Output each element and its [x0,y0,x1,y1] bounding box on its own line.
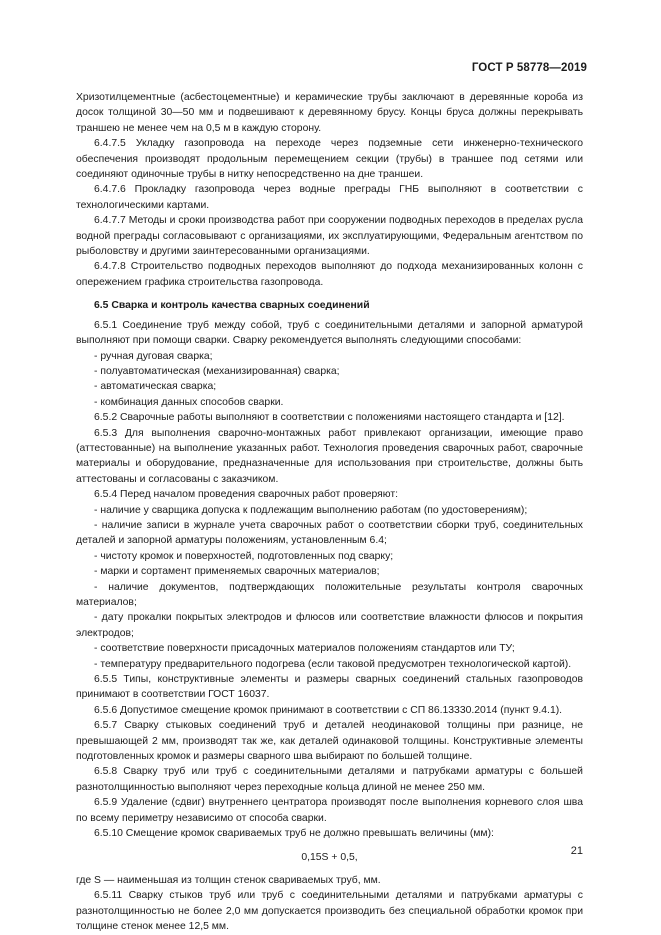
formula-explanation: где S — наименьшая из толщин стенок свариваемых труб, мм. [76,874,381,886]
page-number: 21 [570,845,583,857]
list-item: - марки и сортамент применяемых сварочных материалов; [94,566,380,578]
list-item: - температуру предварительного подогрева (если таковой предусмотрен технологической картой). [94,658,572,670]
paragraph: 6.5.7 Сварку стыковых соединений труб и деталей неодинаковой толщины при разнице, не превышающей 2 мм, производят так же, как деталей одинаковой толщины. Конструктивные элементы подготовленных кромок и размеры сварного шва выбирают по большей толщине. [76,720,583,763]
paragraph: 6.5.10 Смещение кромок свариваемых труб не должно превышать величины (мм): [94,828,494,840]
list-item: - наличие у сварщика допуска к подлежащим выполнению работам (по удостоверениям); [94,504,528,516]
list-item: - комбинация данных способов сварки. [94,396,284,408]
paragraph: 6.4.7.7 Методы и сроки производства работ при сооружении подводных переходов в пределах русла водной преграды согласовывают с организациями, их эксплуатирующими, Федеральным агентством по рыболовству и другими заинтересованными организациями. [76,215,583,258]
paragraph: 6.5.6 Допустимое смещение кромок принимают в соответствии с СП 86.13330.2014 (пункт 9.4.1). [94,704,563,716]
paragraph: 6.5.9 Удаление (сдвиг) внутреннего центратора производят после выполнения корневого слоя шва по всему периметру независимо от способа сварки. [76,797,583,824]
paragraph: 6.5.11 Сварку стыков труб или труб с соединительными деталями и патрубками арматуры с разнотолщинностью не более 2,0 мм допускается производить без специальной обработки кромок при толщине стенок менее 12,5 мм. [76,890,583,933]
paragraph: 6.5.2 Сварочные работы выполняют в соответствии с положениями настоящего стандарта и [12]. [94,412,565,424]
paragraph: 6.5.8 Сварку труб или труб с соединительными деталями и патрубками арматуры с большей разнотолщинностью выполняют через переходные кольца длиной не менее 250 мм. [76,766,583,793]
section-heading: 6.5 Сварка и контроль качества сварных соединений [94,300,370,312]
formula: 0,15S + 0,5, [301,851,358,863]
list-item: - наличие документов, подтверждающих положительные результаты контроля сварочных материалов; [76,581,583,608]
paragraph: 6.4.7.5 Укладку газопровода на переходе через подземные сети инженерно-технического обеспечения производят продольным перемещением секции (трубы) в траншее под сетями или соединяют одиночные трубы в нитку непосредственно на дне траншеи. [76,138,583,181]
document-body [76,90,583,935]
paragraph: 6.5.5 Типы, конструктивные элементы и размеры сварных соединений стальных газопроводов принимают в соответствии ГОСТ 16037. [76,674,583,701]
list-item: - полуавтоматическая (механизированная) сварка; [94,365,340,377]
list-item: - автоматическая сварка; [94,381,217,393]
list-item: - соответствие поверхности присадочных материалов положениям стандартов или ТУ; [94,643,515,655]
list-item: - чистоту кромок и поверхностей, подготовленных под сварку; [94,550,394,562]
paragraph: Хризотилцементные (асбестоцементные) и керамические трубы заключают в деревянные короба из досок толщиной 30—50 мм и подвешивают к деревянному брусу. Концы бруса должны перекрывать траншею не менее чем на 0,5 м в каждую сторону. [76,92,583,134]
paragraph: 6.5.1 Соединение труб между собой, труб с соединительными деталями и запорной арматурой выполняют при помощи сварки. Сварку рекомендуется выполнять следующими способами: [76,319,583,347]
list-item: - ручная дуговая сварка; [94,350,213,362]
paragraph: 6.5.4 Перед началом проведения сварочных работ проверяют: [94,489,399,501]
paragraph: 6.4.7.8 Строительство подводных переходов выполняют до подхода механизированных колонн с опережением графика строительства газопровода. [76,261,583,288]
list-item: - дату прокалки покрытых электродов и флюсов или соответствие влажности флюсов и покрытия электродов; [76,612,583,639]
paragraph: 6.4.7.6 Прокладку газопровода через водные преграды ГНБ выполняют в соответствии с технологическими картами. [76,184,583,211]
paragraph: 6.5.3 Для выполнения сварочно-монтажных работ привлекают организации, имеющие право (аттестованные) на выполнение указанных работ. Технология проведения сварочных работ, сварочные материалы и оборудование, предназначенные для использования при строительстве, должны быть аттестованы и согласованы с заказчиком. [76,427,583,485]
document-header: ГОСТ Р 58778—2019 [471,62,587,74]
list-item: - наличие записи в журнале учета сварочных работ о соответствии сборки труб, соединительных деталей и запорной арматуры положениям, установленным 6.4; [76,519,583,547]
